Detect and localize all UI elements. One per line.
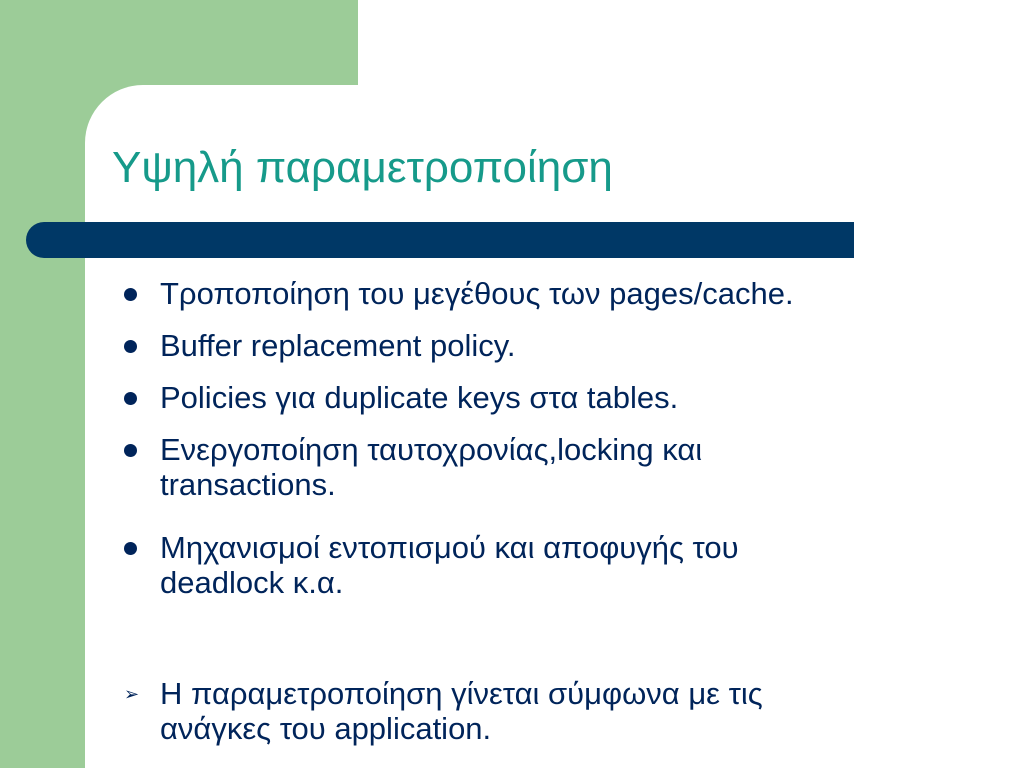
conclusion-line: ανάγκες του application.: [160, 711, 492, 746]
bullet-item-line: transactions.: [160, 467, 336, 502]
bullet-item: Policies για duplicate keys στα tables.: [160, 380, 679, 415]
slide-title: Υψηλή παραμετροποίηση: [112, 143, 613, 192]
bullet-item-line: Ενεργοποίηση ταυτοχρονίας,locking και: [160, 432, 703, 467]
bullet-dot-icon: [124, 340, 137, 353]
bullet-dot-icon: [124, 288, 137, 301]
bullet-dot-icon: [124, 542, 137, 555]
bullet-item: [160, 530, 980, 600]
bullet-item: Buffer replacement policy.: [160, 328, 516, 363]
bullet-dot-icon: [124, 392, 137, 405]
bullet-item: Τροποποίηση του μεγέθους των pages/cache.: [160, 276, 794, 311]
bullet-item-line: Μηχανισμοί εντοπισμού και αποφυγής του: [160, 530, 739, 565]
bullet-dot-icon: [124, 444, 137, 457]
title-underline-bar: [26, 222, 854, 258]
conclusion-line: Η παραμετροποίηση γίνεται σύμφωνα με τις: [160, 676, 763, 711]
conclusion-item: [160, 676, 980, 746]
bullet-item: [160, 432, 980, 502]
arrow-bullet-icon: ➢: [124, 684, 140, 704]
bullet-item-line: deadlock κ.α.: [160, 565, 344, 600]
